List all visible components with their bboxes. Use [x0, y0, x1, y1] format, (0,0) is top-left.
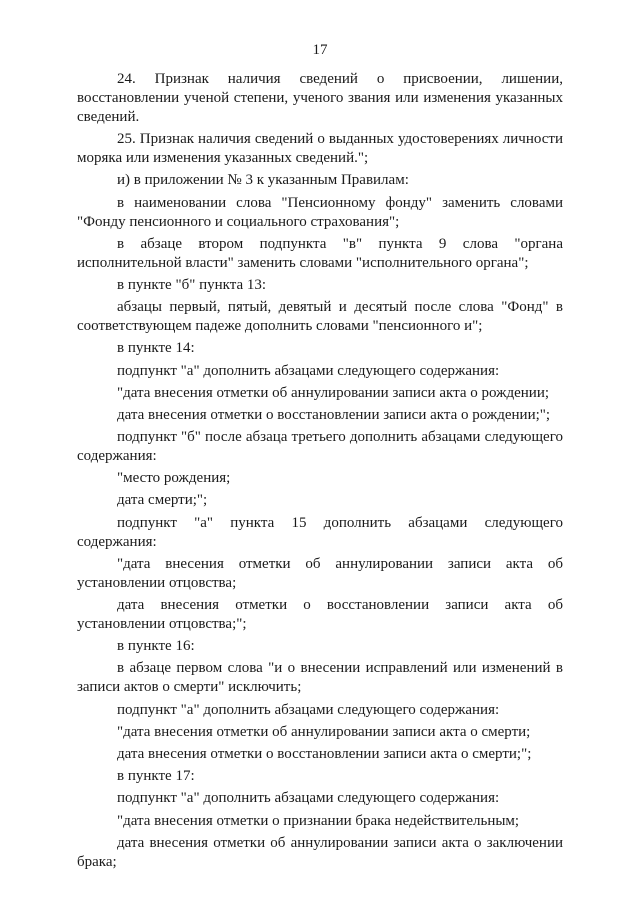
paragraph: в абзаце втором подпункта "в" пункта 9 слова "органа исполнительной власти" заменить словами "исполнительного органа";	[77, 235, 563, 271]
paragraph: в абзаце первом слова "и о внесении исправлений или изменений в записи актов о смерти" исключить;	[77, 660, 563, 696]
paragraph: "дата внесения отметки об аннулировании записи акта о рождении;	[117, 384, 550, 401]
paragraph: подпункт "а" пункта 15 дополнить абзацами следующего содержания:	[77, 514, 563, 550]
paragraph: в пункте 14:	[117, 340, 195, 357]
paragraph: и) в приложении № 3 к указанным Правилам:	[117, 172, 409, 189]
paragraph: 25. Признак наличия сведений о выданных удостоверениях личности моряка или изменения указанных сведений.";	[77, 131, 563, 167]
paragraph: подпункт "а" дополнить абзацами следующего содержания:	[117, 701, 500, 718]
paragraph: дата внесения отметки о восстановлении записи акта о смерти;";	[117, 745, 532, 762]
paragraph: дата внесения отметки об аннулировании записи акта о заключении брака;	[77, 834, 563, 870]
paragraph: "дата внесения отметки о признании брака недействительным;	[117, 812, 520, 829]
paragraph: "место рождения;	[117, 470, 231, 487]
paragraph: абзацы первый, пятый, девятый и десятый после слова "Фонд" в соответствующем падеже дополнить словами "пенсионного и";	[77, 299, 563, 335]
paragraph: дата внесения отметки о восстановлении записи акта о рождении;";	[117, 406, 551, 423]
paragraph: дата смерти;";	[117, 492, 208, 509]
paragraph: "дата внесения отметки об аннулировании записи акта о смерти;	[117, 723, 531, 740]
paragraph: в пункте 16:	[117, 638, 195, 655]
paragraph: подпункт "а" дополнить абзацами следующего содержания:	[117, 790, 500, 807]
paragraph: в наименовании слова "Пенсионному фонду" заменить словами "Фонду пенсионного и социального страхования";	[77, 194, 563, 230]
paragraph: в пункте 17:	[117, 768, 195, 785]
paragraph: дата внесения отметки о восстановлении записи акта об установлении отцовства;";	[77, 597, 563, 632]
document-body	[77, 70, 563, 875]
page-number: 17	[312, 42, 328, 58]
paragraph: 24. Признак наличия сведений о присвоении, лишении, восстановлении ученой степени, ученого звания или изменения указанных сведений.	[77, 71, 563, 125]
paragraph: в пункте "б" пункта 13:	[117, 276, 267, 293]
paragraph: подпункт "а" дополнить абзацами следующего содержания:	[117, 362, 500, 379]
paragraph: подпункт "б" после абзаца третьего дополнить абзацами следующего содержания:	[77, 429, 563, 465]
paragraph: "дата внесения отметки об аннулировании записи акта об установлении отцовства;	[77, 555, 563, 591]
